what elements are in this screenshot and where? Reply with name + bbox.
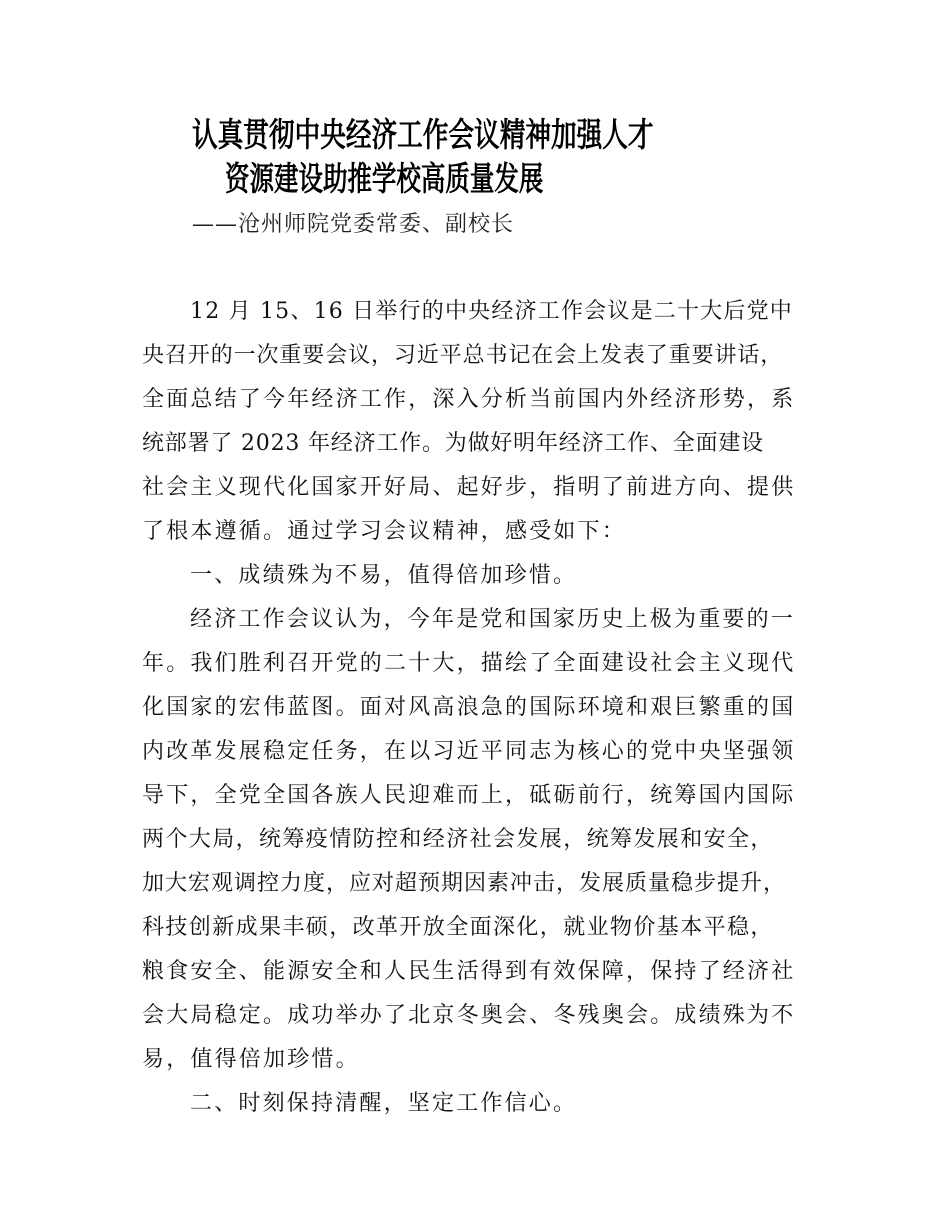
body-line: 化国家的宏伟蓝图。面对风高浪急的国际环境和艰巨繁重的国 <box>142 695 796 720</box>
body-line: 年。我们胜利召开党的二十大，描绘了全面建设社会主义现代 <box>142 651 796 676</box>
section-heading: 一、成绩殊为不易，值得倍加珍惜。 <box>190 563 578 588</box>
body-line: 粮食安全、能源安全和人民生活得到有效保障，保持了经济社 <box>142 959 796 984</box>
section-heading: 二、时刻保持清醒，坚定工作信心。 <box>190 1091 578 1116</box>
body-line: 加大宏观调控力度，应对超预期因素冲击，发展质量稳步提升， <box>142 871 787 896</box>
body-line: 央召开的一次重要会议，习近平总书记在会上发表了重要讲话， <box>142 343 784 368</box>
body-line: 了根本遵循。通过学习会议精神，感受如下： <box>142 519 627 544</box>
body-line: 社会主义现代化国家开好局、起好步，指明了前进方向、提供 <box>142 475 796 500</box>
body-line: 科技创新成果丰硕，改革开放全面深化，就业物价基本平稳， <box>142 915 774 940</box>
body-line: 易，值得倍加珍惜。 <box>142 1047 360 1072</box>
body-line: 统部署了 2023 年经济工作。为做好明年经济工作、全面建设 <box>142 431 764 456</box>
body-line: 12 月 15、16 日举行的中央经济工作会议是二十大后党中 <box>190 299 793 324</box>
document-subtitle: ——沧州师院党委常委、副校长 <box>192 212 515 237</box>
body-line: 经济工作会议认为，今年是党和国家历史上极为重要的一 <box>190 607 796 632</box>
body-line: 两个大局，统筹疫情防控和经济社会发展，统筹发展和安全， <box>142 827 774 852</box>
body-line: 导下，全党全国各族人民迎难而上，砥砺前行，统筹国内国际 <box>142 783 796 808</box>
body-line: 全面总结了今年经济工作，深入分析当前国内外经济形势，系 <box>142 387 796 412</box>
body-line: 内改革发展稳定任务，在以习近平同志为核心的党中央坚强领 <box>142 739 796 764</box>
document-title-line-1: 认真贯彻中央经济工作会议精神加强人才 <box>192 115 654 154</box>
document-title-line-2: 资源建设助推学校高质量发展 <box>225 159 544 198</box>
body-line: 会大局稳定。成功举办了北京冬奥会、冬残奥会。成绩殊为不 <box>142 1003 796 1028</box>
